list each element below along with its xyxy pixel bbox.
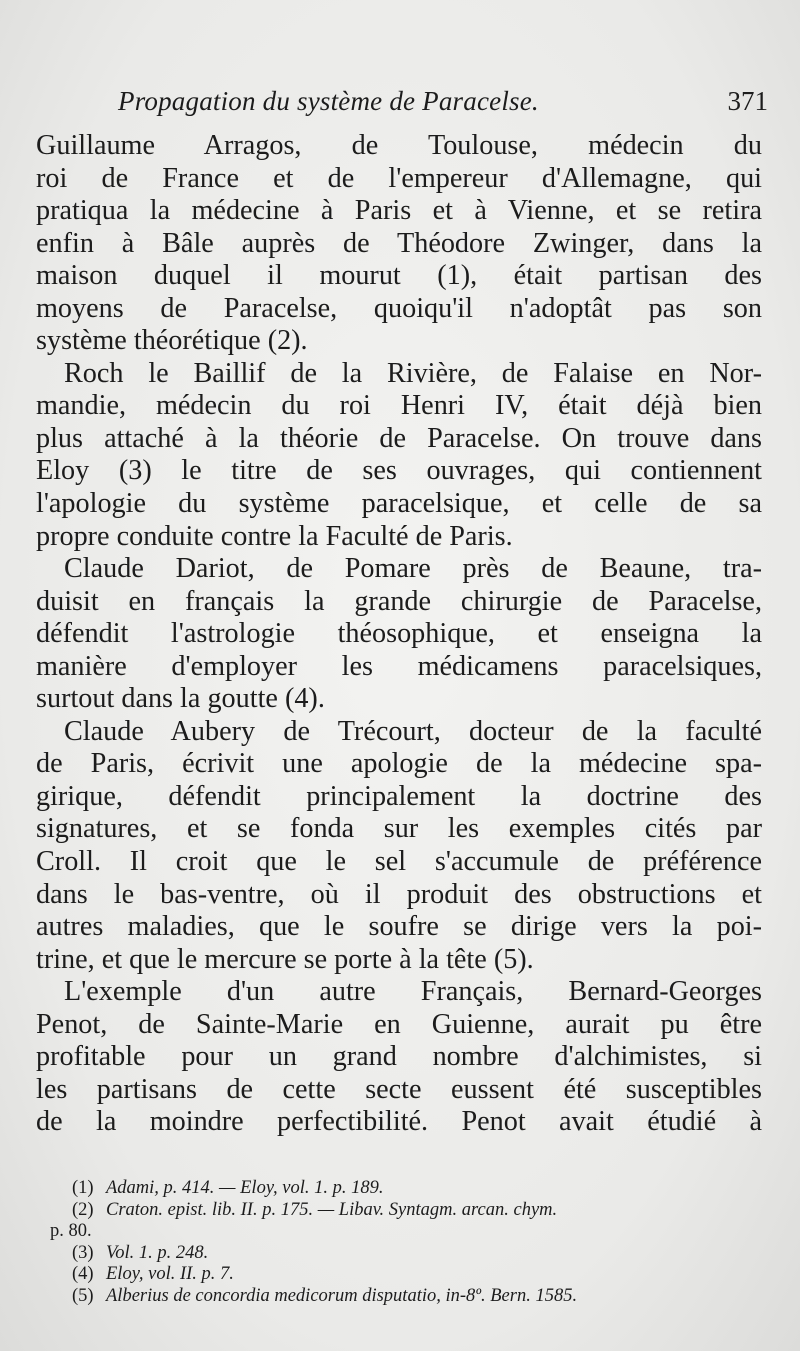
text-line: surtout dans la goutte (4). xyxy=(36,683,325,715)
footnote-mark: (2) xyxy=(72,1199,94,1220)
footnote-text: Vol. 1. p. 248. xyxy=(106,1242,209,1263)
footnote-mark: (4) xyxy=(72,1264,94,1285)
text-line: maison duquel il mourut (1), était partisan des xyxy=(36,260,762,292)
footnote-text: Eloy, vol. II. p. 7. xyxy=(106,1264,234,1285)
text-line: enfin à Bâle auprès de Théodore Zwinger, dans la xyxy=(36,227,762,259)
page-number: 371 xyxy=(727,86,768,116)
text-line: profitable pour un grand nombre d'alchimistes, si xyxy=(36,1041,762,1073)
text-line: girique, défendit principalement la doctrine des xyxy=(36,780,762,812)
text-line: les partisans de cette secte eussent été susceptibles xyxy=(36,1073,762,1105)
running-head: Propagation du système de Paracelse. xyxy=(118,86,539,116)
text-line: duisit en français la grande chirurgie de Paracelse, xyxy=(36,585,762,617)
text-line: signatures, et se fonda sur les exemples cités par xyxy=(36,813,762,845)
footnote xyxy=(72,1200,766,1222)
text-line: manière d'employer les médicamens paracelsiques, xyxy=(36,650,762,682)
body-text xyxy=(36,130,762,1139)
footnote xyxy=(72,1286,766,1308)
page-header xyxy=(118,86,768,126)
footnote-mark: (1) xyxy=(72,1178,94,1198)
text-line: système théorétique (2). xyxy=(36,325,308,357)
text-line: défendit l'astrologie théosophique, et enseigna la xyxy=(36,618,762,650)
text-line: Claude Aubery de Trécourt, docteur de la faculté xyxy=(64,715,762,747)
text-line: Penot, de Sainte-Marie en Guienne, aurait pu être xyxy=(36,1008,762,1040)
text-line: dans le bas-ventre, où il produit des obstructions et xyxy=(36,878,762,910)
text-line: Claude Dariot, de Pomare près de Beaune, tra- xyxy=(64,553,762,585)
text-line: L'exemple d'un autre Français, Bernard-Georges xyxy=(64,976,762,1008)
footnote-mark: (5) xyxy=(72,1285,94,1306)
text-line: moyens de Paracelse, quoiqu'il n'adoptât pas son xyxy=(36,292,762,324)
text-line: Guillaume Arragos, de Toulouse, médecin du xyxy=(36,130,762,161)
footnote-text: Adami, p. 414. — Eloy, vol. 1. p. 189. xyxy=(106,1178,384,1198)
text-line: Roch le Baillif de la Rivière, de Falaise en Nor- xyxy=(64,357,762,389)
footnote-text: Alberius de concordia medicorum disputatio, in-8º. Bern. 1585. xyxy=(106,1285,578,1306)
footnote-text: Craton. epist. lib. II. p. 175. — Libav. Syntagm. arcan. chym. xyxy=(106,1199,558,1220)
footnote xyxy=(72,1178,766,1200)
text-line: l'apologie du système paracelsique, et celle de sa xyxy=(36,488,762,520)
footnote-mark: (3) xyxy=(72,1242,94,1263)
text-line: trine, et que le mercure se porte à la tête (5). xyxy=(36,943,534,975)
text-line: propre conduite contre la Faculté de Paris. xyxy=(36,520,513,552)
footnote-continuation xyxy=(50,1221,766,1243)
text-line: de la moindre perfectibilité. Penot avait étudié à xyxy=(36,1106,762,1138)
footnote xyxy=(72,1264,766,1286)
text-line: plus attaché à la théorie de Paracelse. On trouve dans xyxy=(36,422,762,454)
text-line: de Paris, écrivit une apologie de la médecine spa- xyxy=(36,748,762,780)
footnotes xyxy=(50,1178,766,1308)
text-line: pratiqua la médecine à Paris et à Vienne, et se retira xyxy=(36,195,762,227)
text-line: Eloy (3) le titre de ses ouvrages, qui contiennent xyxy=(36,455,762,487)
text-line: Croll. Il croit que le sel s'accumule de préférence xyxy=(36,846,762,878)
text-line: autres maladies, que le soufre se dirige vers la poi- xyxy=(36,911,762,943)
text-line: roi de France et de l'empereur d'Allemagne, qui xyxy=(36,162,762,194)
text-line: mandie, médecin du roi Henri IV, était déjà bien xyxy=(36,390,762,422)
footnote-text: p. 80. xyxy=(50,1221,92,1242)
footnote xyxy=(72,1243,766,1265)
